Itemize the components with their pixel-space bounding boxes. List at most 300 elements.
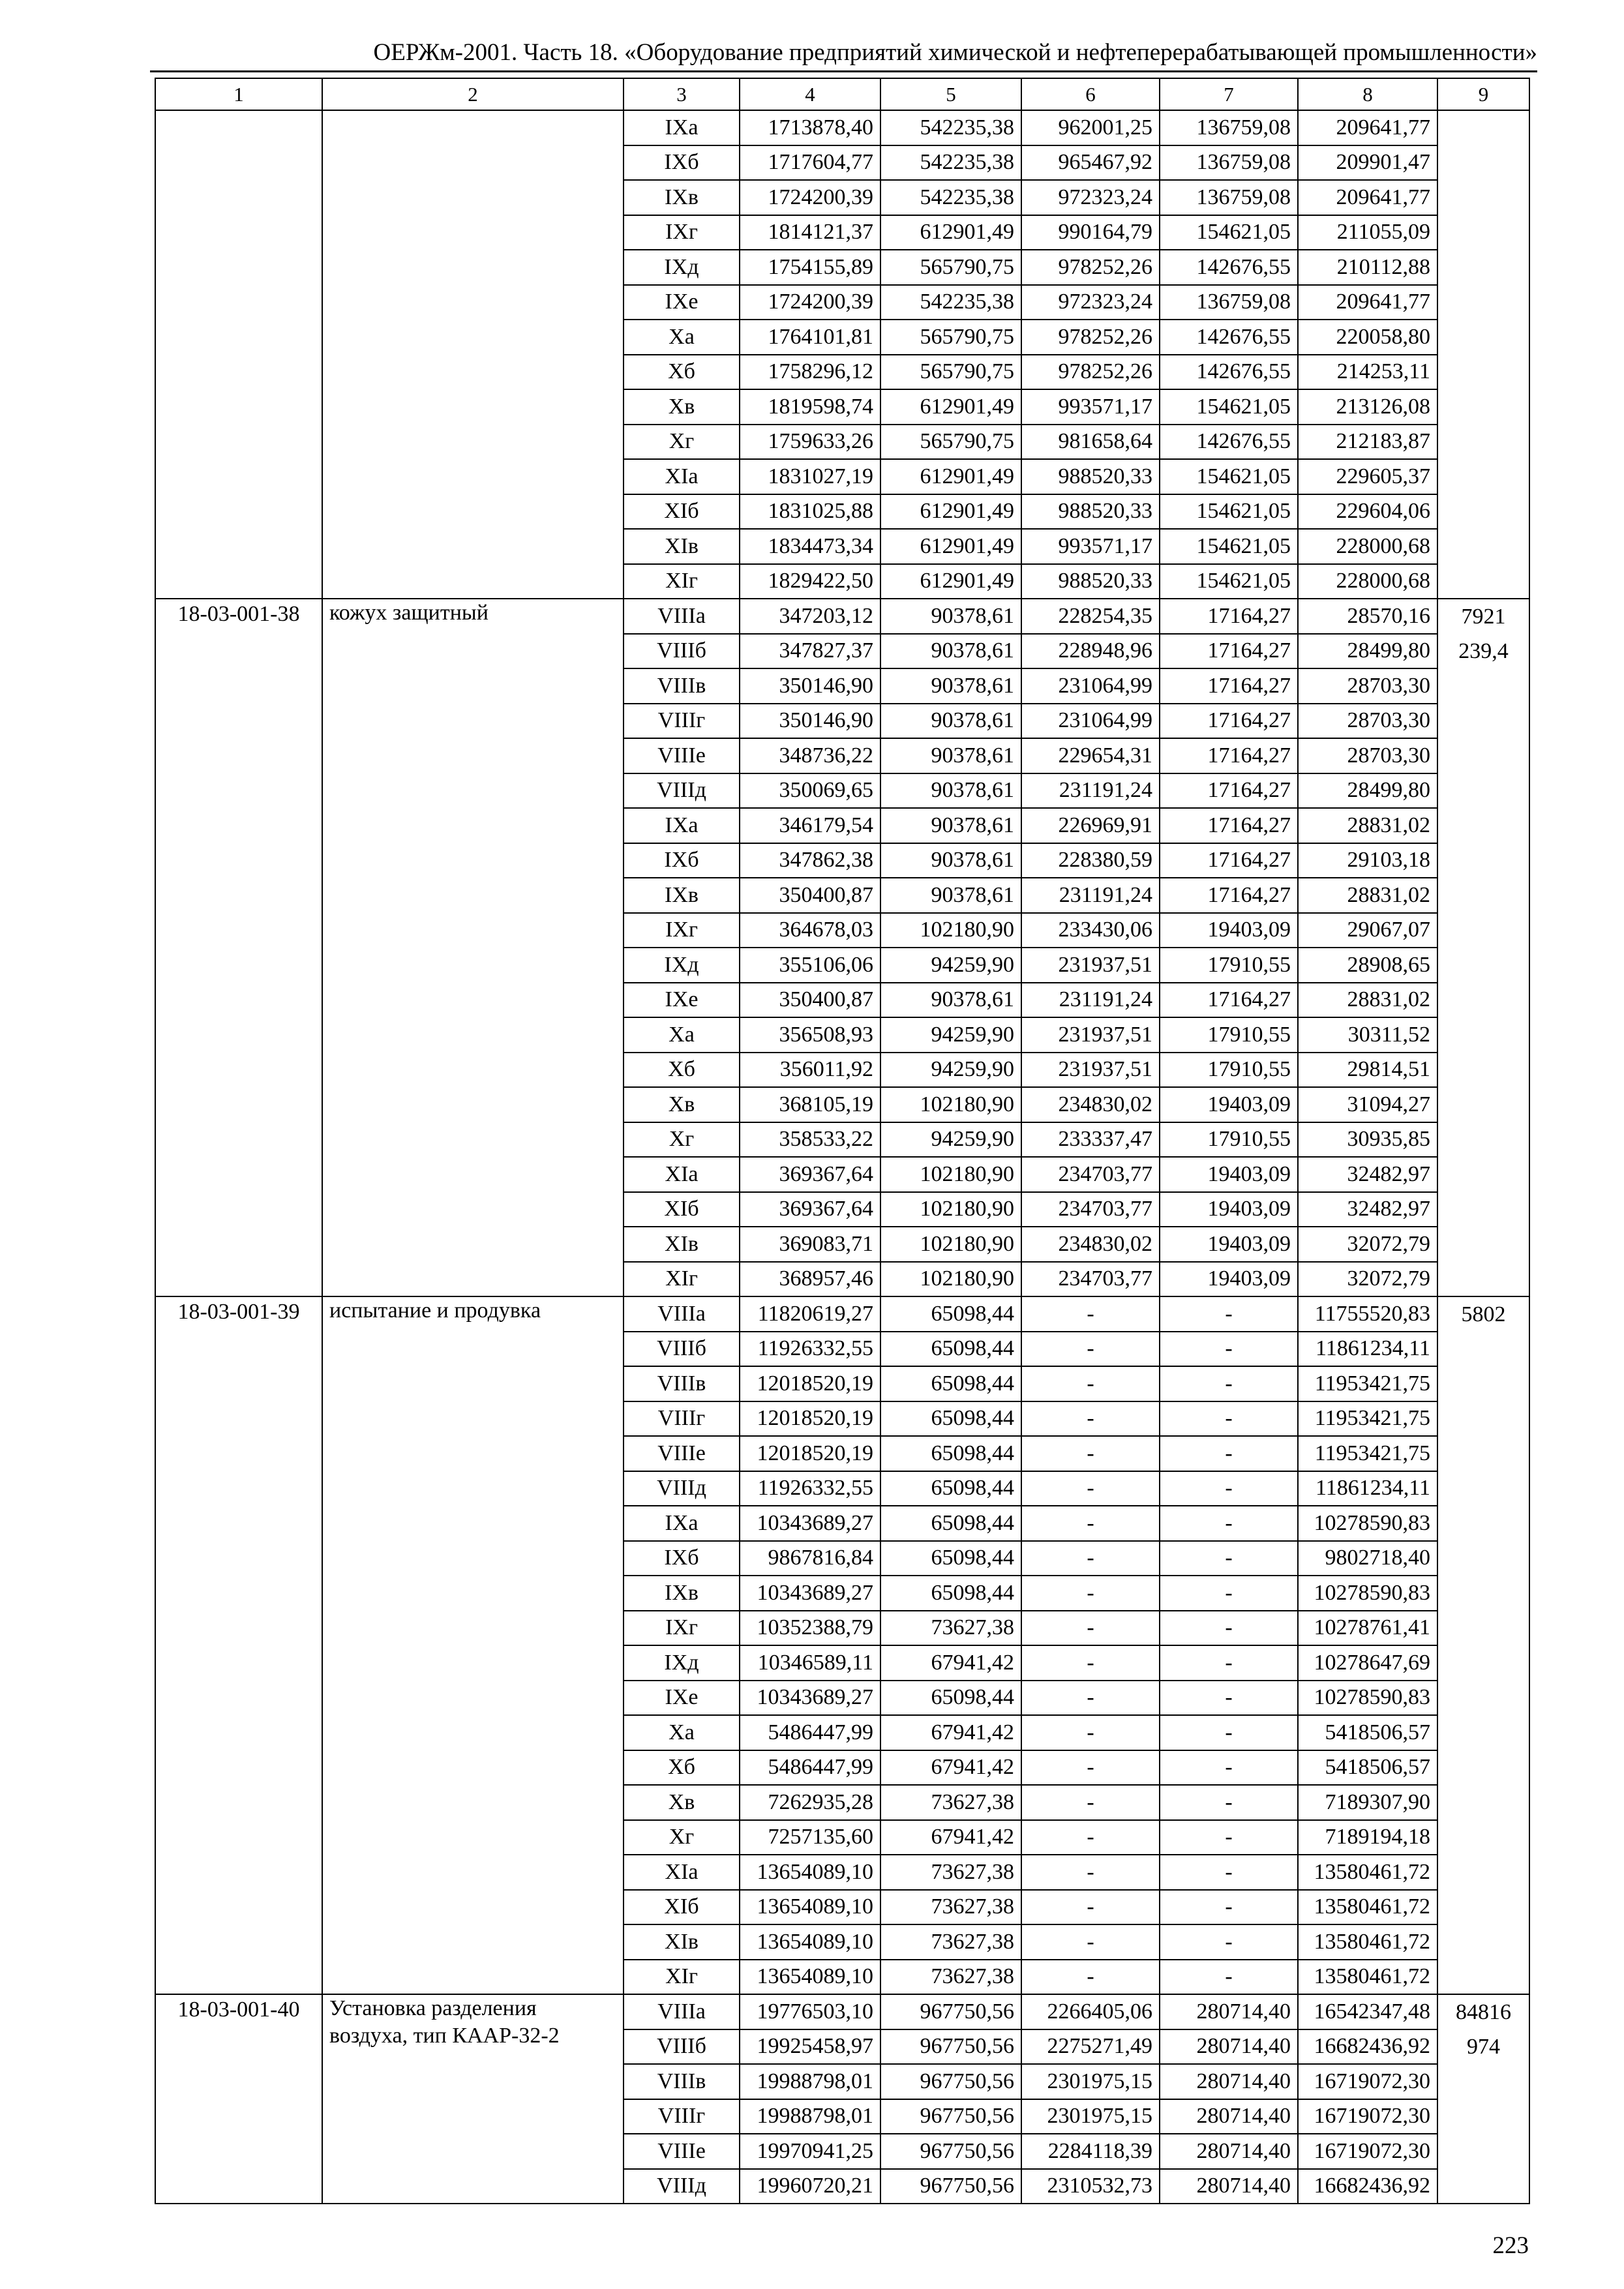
value-cell-col4: 350146,90 [740, 704, 880, 739]
value-cell-col7: - [1160, 1506, 1298, 1541]
region-zone-cell: XIа [624, 459, 740, 494]
region-zone-cell: XIа [624, 1855, 740, 1890]
region-zone-cell: VIIIа [624, 1296, 740, 1332]
value-cell-col7: 17164,27 [1160, 773, 1298, 809]
value-cell-col7: 136759,08 [1160, 145, 1298, 181]
region-zone-cell: XIб [624, 1890, 740, 1925]
value-cell-col6: 231064,99 [1021, 704, 1160, 739]
region-zone-cell: Xг [624, 1122, 740, 1158]
region-zone-cell: XIг [624, 1960, 740, 1995]
value-cell-col6: 228254,35 [1021, 599, 1160, 634]
value-cell-col6: 231191,24 [1021, 878, 1160, 913]
value-cell-col7: - [1160, 1471, 1298, 1506]
value-cell-col6: 972323,24 [1021, 285, 1160, 320]
value-cell-col8: 30311,52 [1298, 1017, 1437, 1053]
column-number-1: 1 [155, 78, 322, 110]
value-cell-col5: 65098,44 [880, 1576, 1021, 1611]
value-cell-col5: 94259,90 [880, 1053, 1021, 1088]
value-cell-col6: - [1021, 1715, 1160, 1750]
value-cell-col7: 17164,27 [1160, 599, 1298, 634]
value-cell-col5: 90378,61 [880, 773, 1021, 809]
value-cell-col4: 10343689,27 [740, 1576, 880, 1611]
region-zone-cell: Xа [624, 1715, 740, 1750]
value-cell-col5: 967750,56 [880, 2169, 1021, 2204]
column-number-6: 6 [1021, 78, 1160, 110]
value-cell-col5: 102180,90 [880, 1192, 1021, 1227]
value-cell-col8: 29067,07 [1298, 913, 1437, 948]
value-cell-col7: 154621,05 [1160, 564, 1298, 599]
value-cell-col6: 229654,31 [1021, 738, 1160, 773]
value-cell-col6: - [1021, 1645, 1160, 1681]
value-cell-col6: 962001,25 [1021, 110, 1160, 145]
value-cell-col4: 350146,90 [740, 668, 880, 704]
value-cell-col6: - [1021, 1611, 1160, 1646]
value-cell-col6: - [1021, 1576, 1160, 1611]
value-cell-col6: 231937,51 [1021, 1053, 1160, 1088]
value-cell-col4: 350400,87 [740, 983, 880, 1018]
value-cell-col4: 350069,65 [740, 773, 880, 809]
value-cell-col4: 12018520,19 [740, 1436, 880, 1471]
value-cell-col6: 990164,79 [1021, 215, 1160, 250]
value-cell-col8: 28703,30 [1298, 704, 1437, 739]
value-cell-col6: 2266405,06 [1021, 1994, 1160, 2029]
table-row [155, 599, 1529, 634]
price-table [155, 78, 1530, 2204]
value-cell-col4: 347203,12 [740, 599, 880, 634]
value-cell-col4: 1754155,89 [740, 250, 880, 285]
column-number-8: 8 [1298, 78, 1437, 110]
value-cell-col8: 28703,30 [1298, 738, 1437, 773]
value-cell-col5: 67941,42 [880, 1715, 1021, 1750]
value-cell-col8: 211055,09 [1298, 215, 1437, 250]
region-zone-cell: XIб [624, 494, 740, 530]
value-cell-col6: 978252,26 [1021, 355, 1160, 390]
value-cell-col5: 102180,90 [880, 1157, 1021, 1192]
value-cell-col4: 5486447,99 [740, 1750, 880, 1786]
value-cell-col4: 11820619,27 [740, 1296, 880, 1332]
value-cell-col5: 102180,90 [880, 1262, 1021, 1297]
value-cell-col6: - [1021, 1471, 1160, 1506]
value-cell-col6: 231064,99 [1021, 668, 1160, 704]
region-zone-cell: IXд [624, 948, 740, 983]
value-cell-col7: 17164,27 [1160, 634, 1298, 669]
value-cell-col7: 17164,27 [1160, 983, 1298, 1018]
value-cell-col7: 142676,55 [1160, 425, 1298, 460]
value-cell-col6: - [1021, 1960, 1160, 1995]
value-cell-col6: - [1021, 1890, 1160, 1925]
value-cell-col6: 234830,02 [1021, 1227, 1160, 1262]
labor-cost-cell [1437, 1994, 1529, 2204]
value-cell-col8: 28908,65 [1298, 948, 1437, 983]
value-cell-col4: 13654089,10 [740, 1960, 880, 1995]
value-cell-col8: 220058,80 [1298, 320, 1437, 355]
value-cell-col7: 280714,40 [1160, 2169, 1298, 2204]
value-cell-col8: 11861234,11 [1298, 1471, 1437, 1506]
value-cell-col7: 142676,55 [1160, 250, 1298, 285]
value-cell-col7: 17164,27 [1160, 704, 1298, 739]
column-number-3: 3 [624, 78, 740, 110]
value-cell-col4: 1724200,39 [740, 180, 880, 215]
value-cell-col7: 19403,09 [1160, 1192, 1298, 1227]
value-cell-col4: 19988798,01 [740, 2064, 880, 2099]
value-cell-col7: 19403,09 [1160, 1227, 1298, 1262]
value-cell-col5: 612901,49 [880, 529, 1021, 564]
value-cell-col8: 16719072,30 [1298, 2134, 1437, 2169]
value-cell-col4: 19970941,25 [740, 2134, 880, 2169]
region-zone-cell: VIIIд [624, 1471, 740, 1506]
value-cell-col4: 7262935,28 [740, 1785, 880, 1820]
region-zone-cell: Xб [624, 1750, 740, 1786]
region-zone-cell: XIв [624, 1924, 740, 1960]
value-cell-col5: 102180,90 [880, 913, 1021, 948]
value-cell-col6: 978252,26 [1021, 320, 1160, 355]
value-cell-col5: 65098,44 [880, 1401, 1021, 1437]
value-cell-col8: 229604,06 [1298, 494, 1437, 530]
value-cell-col5: 565790,75 [880, 250, 1021, 285]
region-zone-cell: XIг [624, 1262, 740, 1297]
value-cell-col5: 73627,38 [880, 1855, 1021, 1890]
value-cell-col7: - [1160, 1890, 1298, 1925]
value-cell-col7: - [1160, 1960, 1298, 1995]
region-zone-cell: IXе [624, 983, 740, 1018]
region-zone-cell: VIIIг [624, 2099, 740, 2134]
value-cell-col4: 1831027,19 [740, 459, 880, 494]
value-cell-col6: 234703,77 [1021, 1262, 1160, 1297]
value-cell-col8: 213126,08 [1298, 389, 1437, 425]
value-cell-col4: 369367,64 [740, 1192, 880, 1227]
value-cell-col6: 2284118,39 [1021, 2134, 1160, 2169]
value-cell-col8: 13580461,72 [1298, 1960, 1437, 1995]
value-cell-col8: 7189194,18 [1298, 1820, 1437, 1855]
region-zone-cell: VIIIд [624, 773, 740, 809]
value-cell-col7: 17164,27 [1160, 668, 1298, 704]
value-cell-col4: 348736,22 [740, 738, 880, 773]
value-cell-col7: 19403,09 [1160, 913, 1298, 948]
value-cell-col4: 346179,54 [740, 808, 880, 843]
value-cell-col6: 988520,33 [1021, 564, 1160, 599]
value-cell-col5: 73627,38 [880, 1785, 1021, 1820]
value-cell-col5: 67941,42 [880, 1750, 1021, 1786]
value-cell-col7: - [1160, 1296, 1298, 1332]
value-cell-col7: 154621,05 [1160, 215, 1298, 250]
value-cell-col4: 19925458,97 [740, 2029, 880, 2065]
value-cell-col4: 347827,37 [740, 634, 880, 669]
value-cell-col6: 231937,51 [1021, 1017, 1160, 1053]
region-zone-cell: IXа [624, 808, 740, 843]
value-cell-col8: 16682436,92 [1298, 2029, 1437, 2065]
value-cell-col8: 11953421,75 [1298, 1436, 1437, 1471]
value-cell-col4: 356011,92 [740, 1053, 880, 1088]
page-header: ОЕРЖм-2001. Часть 18. «Оборудование предприятий химической и нефтеперерабатывающей промышленности» [373, 39, 1537, 66]
value-cell-col7: - [1160, 1820, 1298, 1855]
region-zone-cell: VIIIб [624, 634, 740, 669]
table-row [155, 110, 1529, 145]
value-cell-col8: 10278590,83 [1298, 1506, 1437, 1541]
value-cell-col4: 11926332,55 [740, 1332, 880, 1367]
region-zone-cell: IXа [624, 110, 740, 145]
labor-cost-cell [1437, 599, 1529, 1296]
column-number-5: 5 [880, 78, 1021, 110]
value-cell-col7: 19403,09 [1160, 1262, 1298, 1297]
region-zone-cell: XIб [624, 1192, 740, 1227]
value-cell-col4: 10343689,27 [740, 1506, 880, 1541]
value-cell-col5: 542235,38 [880, 145, 1021, 181]
value-cell-col4: 347862,38 [740, 843, 880, 878]
value-cell-col8: 209901,47 [1298, 145, 1437, 181]
page-number: 223 [1492, 2232, 1529, 2259]
region-zone-cell: IXб [624, 843, 740, 878]
value-cell-col5: 612901,49 [880, 215, 1021, 250]
value-cell-col4: 358533,22 [740, 1122, 880, 1158]
value-cell-col5: 102180,90 [880, 1227, 1021, 1262]
value-cell-col5: 65098,44 [880, 1471, 1021, 1506]
col9-value: 5802 [1461, 1302, 1506, 1326]
value-cell-col8: 209641,77 [1298, 285, 1437, 320]
value-cell-col8: 210112,88 [1298, 250, 1437, 285]
column-number-9: 9 [1437, 78, 1529, 110]
col9-value: 84816 [1456, 2000, 1511, 2024]
region-zone-cell: IXв [624, 878, 740, 913]
value-cell-col8: 28831,02 [1298, 878, 1437, 913]
region-zone-cell: IXд [624, 1645, 740, 1681]
value-cell-col8: 11953421,75 [1298, 1366, 1437, 1401]
value-cell-col5: 967750,56 [880, 1994, 1021, 2029]
region-zone-cell: IXг [624, 913, 740, 948]
value-cell-col7: 280714,40 [1160, 2134, 1298, 2169]
value-cell-col4: 13654089,10 [740, 1855, 880, 1890]
value-cell-col5: 73627,38 [880, 1611, 1021, 1646]
region-zone-cell: XIа [624, 1157, 740, 1192]
value-cell-col5: 90378,61 [880, 704, 1021, 739]
value-cell-col4: 1834473,34 [740, 529, 880, 564]
value-cell-col4: 19776503,10 [740, 1994, 880, 2029]
value-cell-col7: - [1160, 1366, 1298, 1401]
value-cell-col5: 90378,61 [880, 668, 1021, 704]
value-cell-col6: - [1021, 1820, 1160, 1855]
resource-code: 18-03-001-40 [155, 1994, 322, 2204]
value-cell-col6: 2301975,15 [1021, 2099, 1160, 2134]
value-cell-col8: 28703,30 [1298, 668, 1437, 704]
region-zone-cell: IXв [624, 1576, 740, 1611]
value-cell-col5: 90378,61 [880, 738, 1021, 773]
value-cell-col5: 90378,61 [880, 808, 1021, 843]
value-cell-col8: 7189307,90 [1298, 1785, 1437, 1820]
value-cell-col5: 65098,44 [880, 1296, 1021, 1332]
value-cell-col8: 209641,77 [1298, 110, 1437, 145]
value-cell-col4: 10343689,27 [740, 1681, 880, 1716]
value-cell-col5: 65098,44 [880, 1681, 1021, 1716]
region-zone-cell: XIв [624, 1227, 740, 1262]
resource-name: испытание и продувка [322, 1296, 624, 1994]
value-cell-col7: - [1160, 1541, 1298, 1576]
value-cell-col8: 10278590,83 [1298, 1576, 1437, 1611]
value-cell-col6: - [1021, 1401, 1160, 1437]
region-zone-cell: VIIIе [624, 2134, 740, 2169]
value-cell-col7: - [1160, 1924, 1298, 1960]
value-cell-col4: 19988798,01 [740, 2099, 880, 2134]
table-row [155, 1296, 1529, 1332]
value-cell-col7: 17910,55 [1160, 1122, 1298, 1158]
value-cell-col6: - [1021, 1681, 1160, 1716]
value-cell-col6: - [1021, 1436, 1160, 1471]
value-cell-col4: 1724200,39 [740, 285, 880, 320]
value-cell-col5: 67941,42 [880, 1645, 1021, 1681]
table-row [155, 1994, 1529, 2029]
value-cell-col7: 280714,40 [1160, 2064, 1298, 2099]
value-cell-col6: 2275271,49 [1021, 2029, 1160, 2065]
value-cell-col4: 1764101,81 [740, 320, 880, 355]
value-cell-col8: 9802718,40 [1298, 1541, 1437, 1576]
value-cell-col4: 364678,03 [740, 913, 880, 948]
value-cell-col8: 13580461,72 [1298, 1855, 1437, 1890]
value-cell-col5: 94259,90 [880, 1122, 1021, 1158]
value-cell-col8: 28570,16 [1298, 599, 1437, 634]
value-cell-col5: 65098,44 [880, 1506, 1021, 1541]
value-cell-col6: - [1021, 1296, 1160, 1332]
region-zone-cell: Xг [624, 425, 740, 460]
value-cell-col8: 28831,02 [1298, 983, 1437, 1018]
value-cell-col4: 369367,64 [740, 1157, 880, 1192]
value-cell-col8: 29103,18 [1298, 843, 1437, 878]
region-zone-cell: Xб [624, 1053, 740, 1088]
column-number-4: 4 [740, 78, 880, 110]
resource-name [322, 110, 624, 599]
value-cell-col7: 136759,08 [1160, 180, 1298, 215]
value-cell-col6: 233337,47 [1021, 1122, 1160, 1158]
value-cell-col7: 142676,55 [1160, 320, 1298, 355]
region-zone-cell: IXг [624, 215, 740, 250]
value-cell-col4: 1819598,74 [740, 389, 880, 425]
value-cell-col5: 90378,61 [880, 983, 1021, 1018]
value-cell-col4: 12018520,19 [740, 1366, 880, 1401]
value-cell-col4: 13654089,10 [740, 1890, 880, 1925]
value-cell-col7: - [1160, 1681, 1298, 1716]
value-cell-col7: 19403,09 [1160, 1157, 1298, 1192]
value-cell-col6: 228380,59 [1021, 843, 1160, 878]
value-cell-col6: - [1021, 1332, 1160, 1367]
value-cell-col7: 17910,55 [1160, 1017, 1298, 1053]
value-cell-col7: - [1160, 1645, 1298, 1681]
value-cell-col6: - [1021, 1541, 1160, 1576]
region-zone-cell: Xа [624, 1017, 740, 1053]
value-cell-col6: 988520,33 [1021, 459, 1160, 494]
value-cell-col4: 10346589,11 [740, 1645, 880, 1681]
value-cell-col4: 1831025,88 [740, 494, 880, 530]
resource-code: 18-03-001-39 [155, 1296, 322, 1994]
labor-cost-cell [1437, 1296, 1529, 1994]
value-cell-col4: 1814121,37 [740, 215, 880, 250]
value-cell-col6: - [1021, 1785, 1160, 1820]
value-cell-col5: 612901,49 [880, 459, 1021, 494]
value-cell-col6: 2310532,73 [1021, 2169, 1160, 2204]
value-cell-col6: 233430,06 [1021, 913, 1160, 948]
value-cell-col7: - [1160, 1576, 1298, 1611]
value-cell-col6: 228948,96 [1021, 634, 1160, 669]
value-cell-col5: 612901,49 [880, 564, 1021, 599]
value-cell-col4: 5486447,99 [740, 1715, 880, 1750]
value-cell-col8: 5418506,57 [1298, 1750, 1437, 1786]
value-cell-col6: 231937,51 [1021, 948, 1160, 983]
value-cell-col5: 542235,38 [880, 180, 1021, 215]
col9-value: 7921 [1461, 605, 1506, 629]
region-zone-cell: VIIIв [624, 2064, 740, 2099]
value-cell-col8: 28499,80 [1298, 634, 1437, 669]
value-cell-col8: 228000,68 [1298, 564, 1437, 599]
value-cell-col8: 32072,79 [1298, 1262, 1437, 1297]
resource-name: Установка разделения воздуха, тип КААР-32-2 [322, 1994, 624, 2204]
value-cell-col6: 978252,26 [1021, 250, 1160, 285]
value-cell-col4: 368105,19 [740, 1087, 880, 1122]
region-zone-cell: VIIIе [624, 1436, 740, 1471]
value-cell-col7: 280714,40 [1160, 2029, 1298, 2065]
value-cell-col8: 32072,79 [1298, 1227, 1437, 1262]
value-cell-col6: 234703,77 [1021, 1157, 1160, 1192]
value-cell-col6: 2301975,15 [1021, 2064, 1160, 2099]
value-cell-col5: 94259,90 [880, 948, 1021, 983]
value-cell-col6: 972323,24 [1021, 180, 1160, 215]
value-cell-col4: 368957,46 [740, 1262, 880, 1297]
value-cell-col8: 11755520,83 [1298, 1296, 1437, 1332]
region-zone-cell: IXг [624, 1611, 740, 1646]
value-cell-col7: - [1160, 1401, 1298, 1437]
labor-cost-cell [1437, 110, 1529, 599]
value-cell-col5: 967750,56 [880, 2064, 1021, 2099]
table-body [155, 110, 1529, 2204]
region-zone-cell: XIг [624, 564, 740, 599]
value-cell-col8: 32482,97 [1298, 1192, 1437, 1227]
region-zone-cell: VIIIг [624, 704, 740, 739]
value-cell-col8: 10278761,41 [1298, 1611, 1437, 1646]
value-cell-col4: 369083,71 [740, 1227, 880, 1262]
region-zone-cell: IXа [624, 1506, 740, 1541]
value-cell-col4: 7257135,60 [740, 1820, 880, 1855]
value-cell-col5: 65098,44 [880, 1332, 1021, 1367]
value-cell-col5: 73627,38 [880, 1924, 1021, 1960]
value-cell-col7: 154621,05 [1160, 459, 1298, 494]
value-cell-col8: 16542347,48 [1298, 1994, 1437, 2029]
region-zone-cell: Xб [624, 355, 740, 390]
value-cell-col4: 11926332,55 [740, 1471, 880, 1506]
value-cell-col6: 981658,64 [1021, 425, 1160, 460]
value-cell-col5: 565790,75 [880, 355, 1021, 390]
value-cell-col8: 212183,87 [1298, 425, 1437, 460]
value-cell-col7: 280714,40 [1160, 1994, 1298, 2029]
value-cell-col6: 234703,77 [1021, 1192, 1160, 1227]
value-cell-col6: 965467,92 [1021, 145, 1160, 181]
value-cell-col5: 73627,38 [880, 1890, 1021, 1925]
value-cell-col5: 542235,38 [880, 285, 1021, 320]
value-cell-col4: 356508,93 [740, 1017, 880, 1053]
region-zone-cell: VIIIб [624, 1332, 740, 1367]
value-cell-col4: 19960720,21 [740, 2169, 880, 2204]
value-cell-col8: 209641,77 [1298, 180, 1437, 215]
value-cell-col4: 13654089,10 [740, 1924, 880, 1960]
region-zone-cell: Xг [624, 1820, 740, 1855]
value-cell-col6: - [1021, 1506, 1160, 1541]
value-cell-col5: 90378,61 [880, 843, 1021, 878]
value-cell-col6: 993571,17 [1021, 529, 1160, 564]
region-zone-cell: VIIIе [624, 738, 740, 773]
value-cell-col5: 612901,49 [880, 389, 1021, 425]
value-cell-col8: 228000,68 [1298, 529, 1437, 564]
value-cell-col4: 9867816,84 [740, 1541, 880, 1576]
value-cell-col7: - [1160, 1715, 1298, 1750]
value-cell-col7: 17164,27 [1160, 808, 1298, 843]
header-rule [150, 70, 1537, 72]
value-cell-col6: - [1021, 1855, 1160, 1890]
value-cell-col5: 65098,44 [880, 1436, 1021, 1471]
value-cell-col7: 154621,05 [1160, 494, 1298, 530]
